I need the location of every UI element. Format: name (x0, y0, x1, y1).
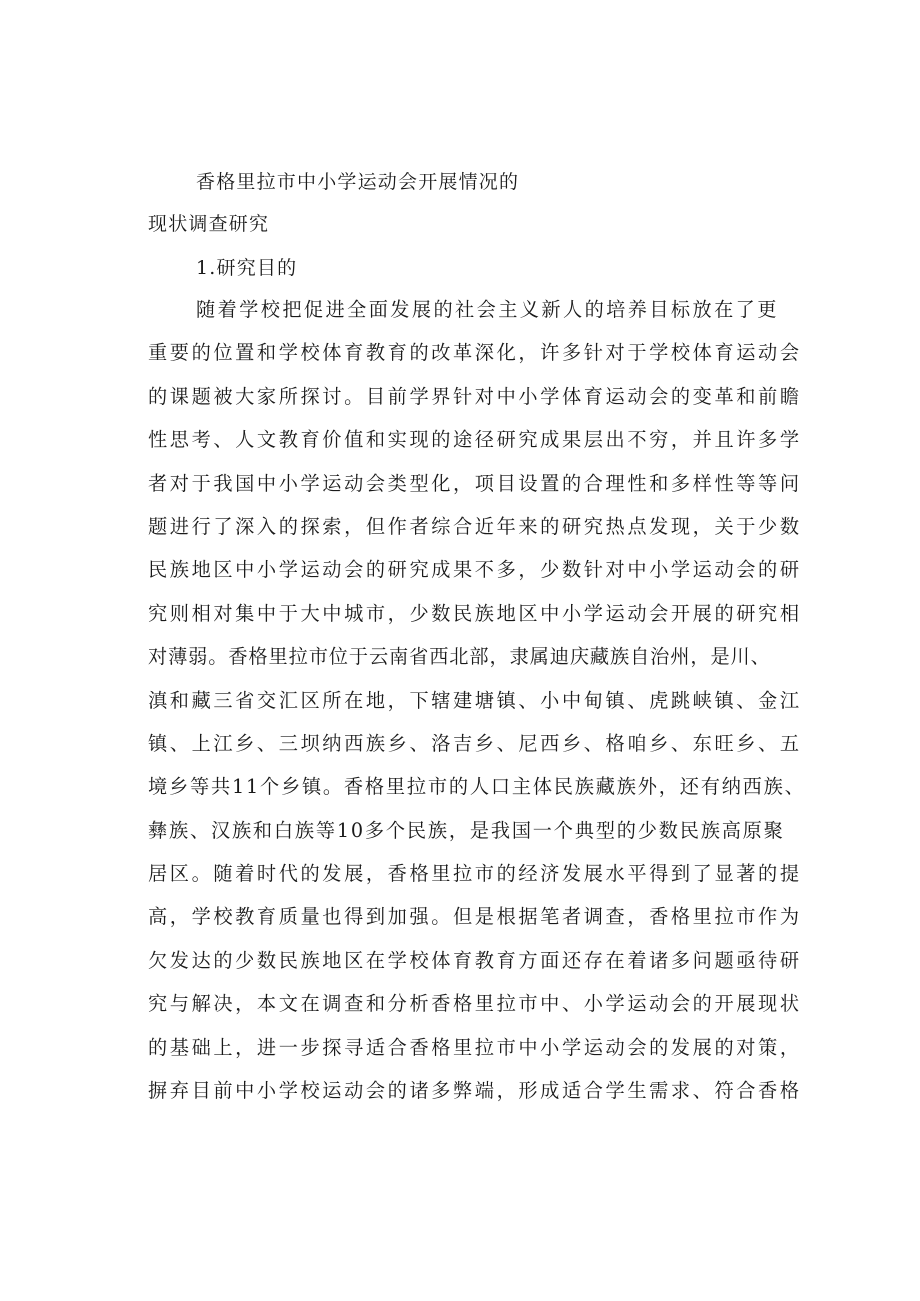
paragraph-line: 者对于我国中小学运动会类型化，项目设置的合理性和多样性等等问 (148, 471, 802, 495)
paragraph-line: 彝族、汉族和白族等10多个民族，是我国一个典型的少数民族高原聚 (148, 818, 785, 842)
paragraph-line: 重要的位置和学校体育教育的改革深化，许多针对于学校体育运动会 (148, 341, 802, 365)
paragraph-line: 的基础上，进一步探寻适合香格里拉市中小学运动会的发展的对策， (148, 1035, 802, 1059)
section-heading: 1.研究目的 (196, 257, 298, 279)
document-title-line-2: 现状调查研究 (148, 213, 270, 235)
paragraph-line: 题进行了深入的探索，但作者综合近年来的研究热点发现，关于少数 (148, 514, 802, 538)
document-title-line-1: 香格里拉市中小学运动会开展情况的 (196, 171, 520, 193)
paragraph-line: 高，学校教育质量也得到加强。但是根据笔者调查，香格里拉市作为 (148, 905, 802, 929)
paragraph-line: 究与解决，本文在调查和分析香格里拉市中、小学运动会的开展现状 (148, 992, 802, 1016)
paragraph-line: 镇、上江乡、三坝纳西族乡、洛吉乡、尼西乡、格咱乡、东旺乡、五 (148, 731, 802, 755)
body-paragraph (148, 294, 808, 1118)
paragraph-line: 居区。随着时代的发展，香格里拉市的经济发展水平得到了显著的提 (148, 862, 802, 886)
paragraph-line: 境乡等共11个乡镇。香格里拉市的人口主体民族藏族外，还有纳西族、 (148, 775, 806, 799)
paragraph-line: 性思考、人文教育价值和实现的途径研究成果层出不穷，并且许多学 (148, 428, 802, 452)
paragraph-line: 滇和藏三省交汇区所在地，下辖建塘镇、小中甸镇、虎跳峡镇、金江 (148, 688, 802, 712)
paragraph-line: 摒弃目前中小学校运动会的诸多弊端，形成适合学生需求、符合香格 (148, 1079, 802, 1103)
paragraph-line: 究则相对集中于大中城市，少数民族地区中小学运动会开展的研究相 (148, 601, 802, 625)
paragraph-line: 随着学校把促进全面发展的社会主义新人的培养目标放在了更 (196, 298, 779, 321)
paragraph-line: 对薄弱。香格里拉市位于云南省西北部，隶属迪庆藏族自治州，是川、 (148, 645, 771, 669)
paragraph-line: 的课题被大家所探讨。目前学界针对中小学体育运动会的变革和前瞻 (148, 384, 802, 408)
paragraph-line: 欠发达的少数民族地区在学校体育教育方面还存在着诸多问题亟待研 (148, 948, 802, 972)
paragraph-line: 民族地区中小学运动会的研究成果不多，少数针对中小学运动会的研 (148, 558, 802, 582)
